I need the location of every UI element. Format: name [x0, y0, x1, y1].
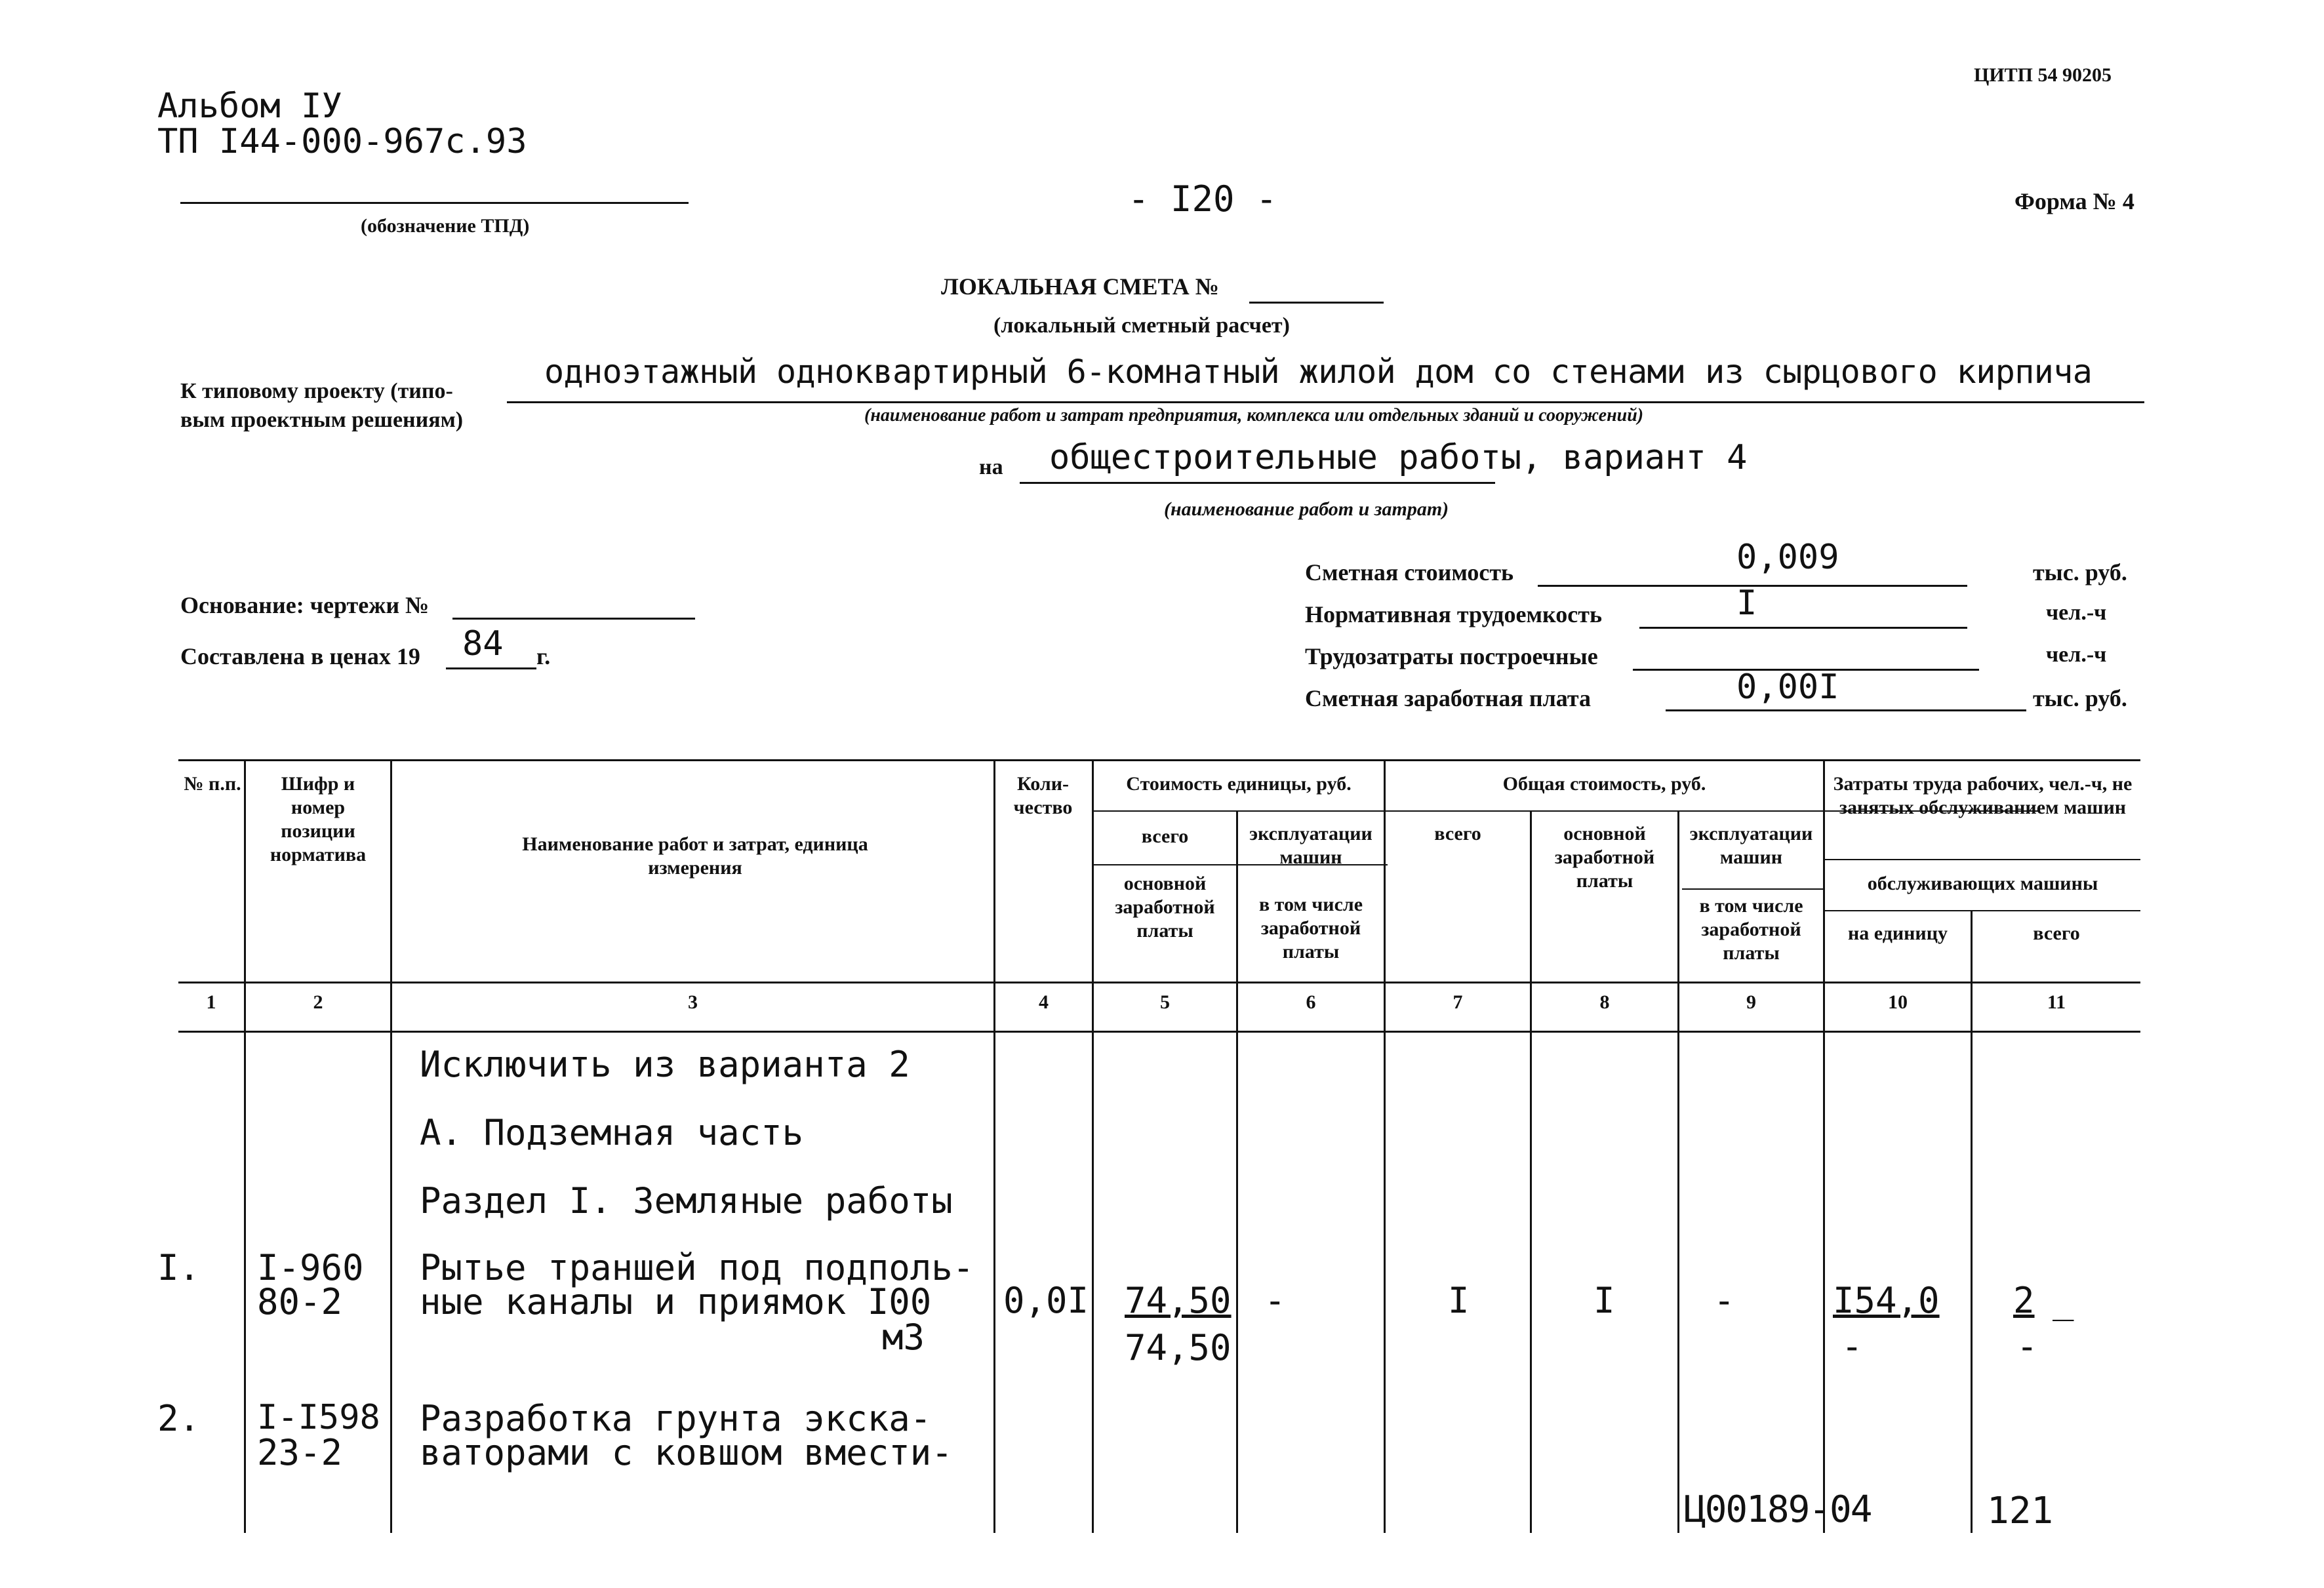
tpd-underline: [180, 202, 689, 204]
row2-name-2: ваторами с ковшом вмести-: [420, 1432, 953, 1473]
colnum-4: 4: [1039, 991, 1049, 1013]
table-header-rule-labor2: [1823, 910, 2140, 911]
project-name: одноэтажный одноквартирный 6-комнатный жилой дом со стенами из сырцового кирпича: [544, 353, 2093, 391]
row1-labor-unit-2: -: [1841, 1326, 1863, 1367]
header-total-all: всего: [1434, 823, 1481, 844]
header-num: № п.п.: [184, 773, 241, 795]
row1-name-2: ные каналы и приямок I00: [420, 1281, 932, 1322]
album-label: Альбом IУ: [157, 87, 342, 126]
normative-labor-value: I: [1736, 584, 1757, 623]
colnum-11: 11: [2047, 991, 2066, 1013]
colnum-2: 2: [313, 991, 323, 1013]
drawings-label: Основание: чертежи №: [180, 592, 430, 618]
prices-label: Составлена в ценах 19: [180, 643, 420, 669]
col-divider-1: [244, 759, 246, 1533]
normative-labor-label: Нормативная трудоемкость: [1305, 601, 1602, 627]
drawings-underline: [452, 618, 695, 620]
project-code: ТП I44-000-967с.93: [157, 122, 527, 161]
header-unit-wage: основной заработной платы: [1115, 873, 1215, 942]
estimate-heading: ЛОКАЛЬНАЯ СМЕТА №: [941, 273, 1219, 300]
project-label-2: вым проектным решениям): [180, 408, 464, 432]
header-total-wage: основной заработной платы: [1554, 823, 1655, 892]
project-caption: (наименование работ и затрат предприятия, комплекса или отдельных зданий и сооружений): [864, 405, 1644, 426]
header-total-machines: эксплуатации машин: [1689, 823, 1813, 868]
table-header-bottom: [178, 982, 2140, 983]
colnum-5: 5: [1160, 991, 1170, 1013]
row1-code-2: 80-2: [257, 1281, 343, 1322]
colnum-10: 10: [1888, 991, 1908, 1013]
header-unit-machines: эксплуатации машин: [1249, 823, 1372, 868]
row1-total-machines: -: [1713, 1280, 1735, 1321]
row1-name-1: Рытье траншей под подполь-: [420, 1247, 974, 1288]
colnum-9: 9: [1746, 991, 1756, 1013]
header-total-cost: Общая стоимость, руб.: [1502, 773, 1706, 795]
site-labor-unit: чел.-ч: [2046, 643, 2107, 667]
prices-year: 84: [462, 624, 504, 664]
works-name: [1049, 438, 1747, 477]
colnum-3: 3: [688, 991, 698, 1013]
row1-total-all: I: [1448, 1280, 1470, 1321]
header-code: Шифр и номер позиции норматива: [270, 773, 367, 865]
works-caption: (наименование работ и затрат): [1164, 498, 1449, 520]
estimated-cost-label: Сметная стоимость: [1305, 559, 1514, 586]
row1-labor-total: 2: [2013, 1280, 2035, 1321]
row2-name-1: Разработка грунта экска-: [420, 1398, 932, 1439]
section-exclude: Исключить из варианта 2: [420, 1044, 910, 1085]
table-header-rule-labor: [1823, 859, 2140, 860]
header-total-machines-wage: в том числе заработной платы: [1699, 895, 1803, 964]
colnum-1: 1: [206, 991, 216, 1013]
colnum-6: 6: [1306, 991, 1316, 1013]
row2-code-2: 23-2: [257, 1432, 343, 1473]
row1-labor-unit: I54,0: [1833, 1280, 1940, 1321]
row1-total-wage: I: [1593, 1280, 1615, 1321]
row1-unit-machines: -: [1264, 1280, 1286, 1321]
colnum-8: 8: [1599, 991, 1610, 1013]
row2-num: 2.: [157, 1398, 201, 1439]
wage-unit: тыс. руб.: [2033, 685, 2127, 711]
col-divider-2: [390, 759, 392, 1533]
header-labor-unit: на единицу: [1847, 923, 1948, 944]
header-labor-total: всего: [2033, 923, 2080, 944]
works-name-main: общестроительные работы: [1049, 438, 1522, 477]
form-number: Форма № 4: [2014, 188, 2134, 214]
works-name-underline: [1020, 482, 1495, 484]
works-on-label: на: [979, 455, 1003, 479]
colnum-7: 7: [1452, 991, 1463, 1013]
wage-label: Сметная заработная плата: [1305, 685, 1591, 711]
footer-number: 121: [1987, 1490, 2054, 1532]
project-label-1: К типовому проекту (типо-: [180, 379, 453, 403]
normative-labor-underline: [1639, 627, 1967, 629]
header-labor-machines: обслуживающих машины: [1867, 873, 2098, 894]
col-divider-7: [1530, 810, 1532, 1533]
table-header-rule-total2: [1682, 888, 1823, 890]
col-divider-3: [993, 759, 995, 1533]
wage-underline: [1666, 709, 2026, 711]
estimate-subheading: (локальный сметный расчет): [993, 313, 1290, 338]
normative-labor-unit: чел.-ч: [2046, 601, 2107, 625]
row1-unit-wage: 74,50: [1125, 1327, 1232, 1368]
header-unit-machines-wage: в том числе заработной платы: [1258, 894, 1363, 963]
estimated-cost-unit: тыс. руб.: [2033, 559, 2127, 586]
row1-labor-total-2: -: [2016, 1326, 2038, 1367]
row1-unit-total: 74,50: [1125, 1280, 1232, 1321]
section-earthworks: Раздел I. Земляные работы: [420, 1180, 953, 1221]
page-number: - I20 -: [1128, 178, 1277, 220]
prices-year-underline: [446, 667, 536, 669]
estimated-cost-value: 0,009: [1736, 538, 1839, 577]
row1-labor-total-dash: _: [2053, 1280, 2074, 1321]
wage-value: 0,00I: [1736, 667, 1839, 707]
row1-name-3: м3: [882, 1317, 925, 1358]
archive-code: ЦИТП 54 90205: [1974, 64, 2112, 86]
row2-code-1: I-I598: [257, 1398, 380, 1437]
prices-suffix: г.: [536, 643, 551, 669]
header-unit-cost: Стоимость единицы, руб.: [1126, 773, 1352, 795]
section-underground: А. Подземная часть: [420, 1112, 804, 1153]
estimate-number-underline: [1249, 302, 1384, 304]
tpd-caption: (обозначение ТПД): [361, 215, 530, 237]
col-divider-6: [1384, 759, 1386, 1533]
works-variant: , вариант 4: [1521, 438, 1748, 477]
table-top-border: [178, 759, 2140, 761]
header-labor: Затраты труда рабочих, чел.-ч, не занятых обслуживанием машин: [1833, 773, 2133, 818]
footer-code: Ц00189-04: [1684, 1488, 1872, 1531]
row1-qty: 0,0I: [1003, 1280, 1089, 1321]
table-colnum-bottom: [178, 1031, 2140, 1033]
header-name: Наименование работ и затрат, единица измерения: [522, 833, 868, 879]
row1-code-1: I-960: [257, 1247, 364, 1288]
row1-num: I.: [157, 1247, 201, 1288]
header-qty: Коли-чество: [1013, 773, 1073, 818]
site-labor-label: Трудозатраты построечные: [1305, 643, 1598, 669]
project-name-underline: [507, 401, 2144, 403]
header-unit-total: всего: [1141, 825, 1189, 847]
